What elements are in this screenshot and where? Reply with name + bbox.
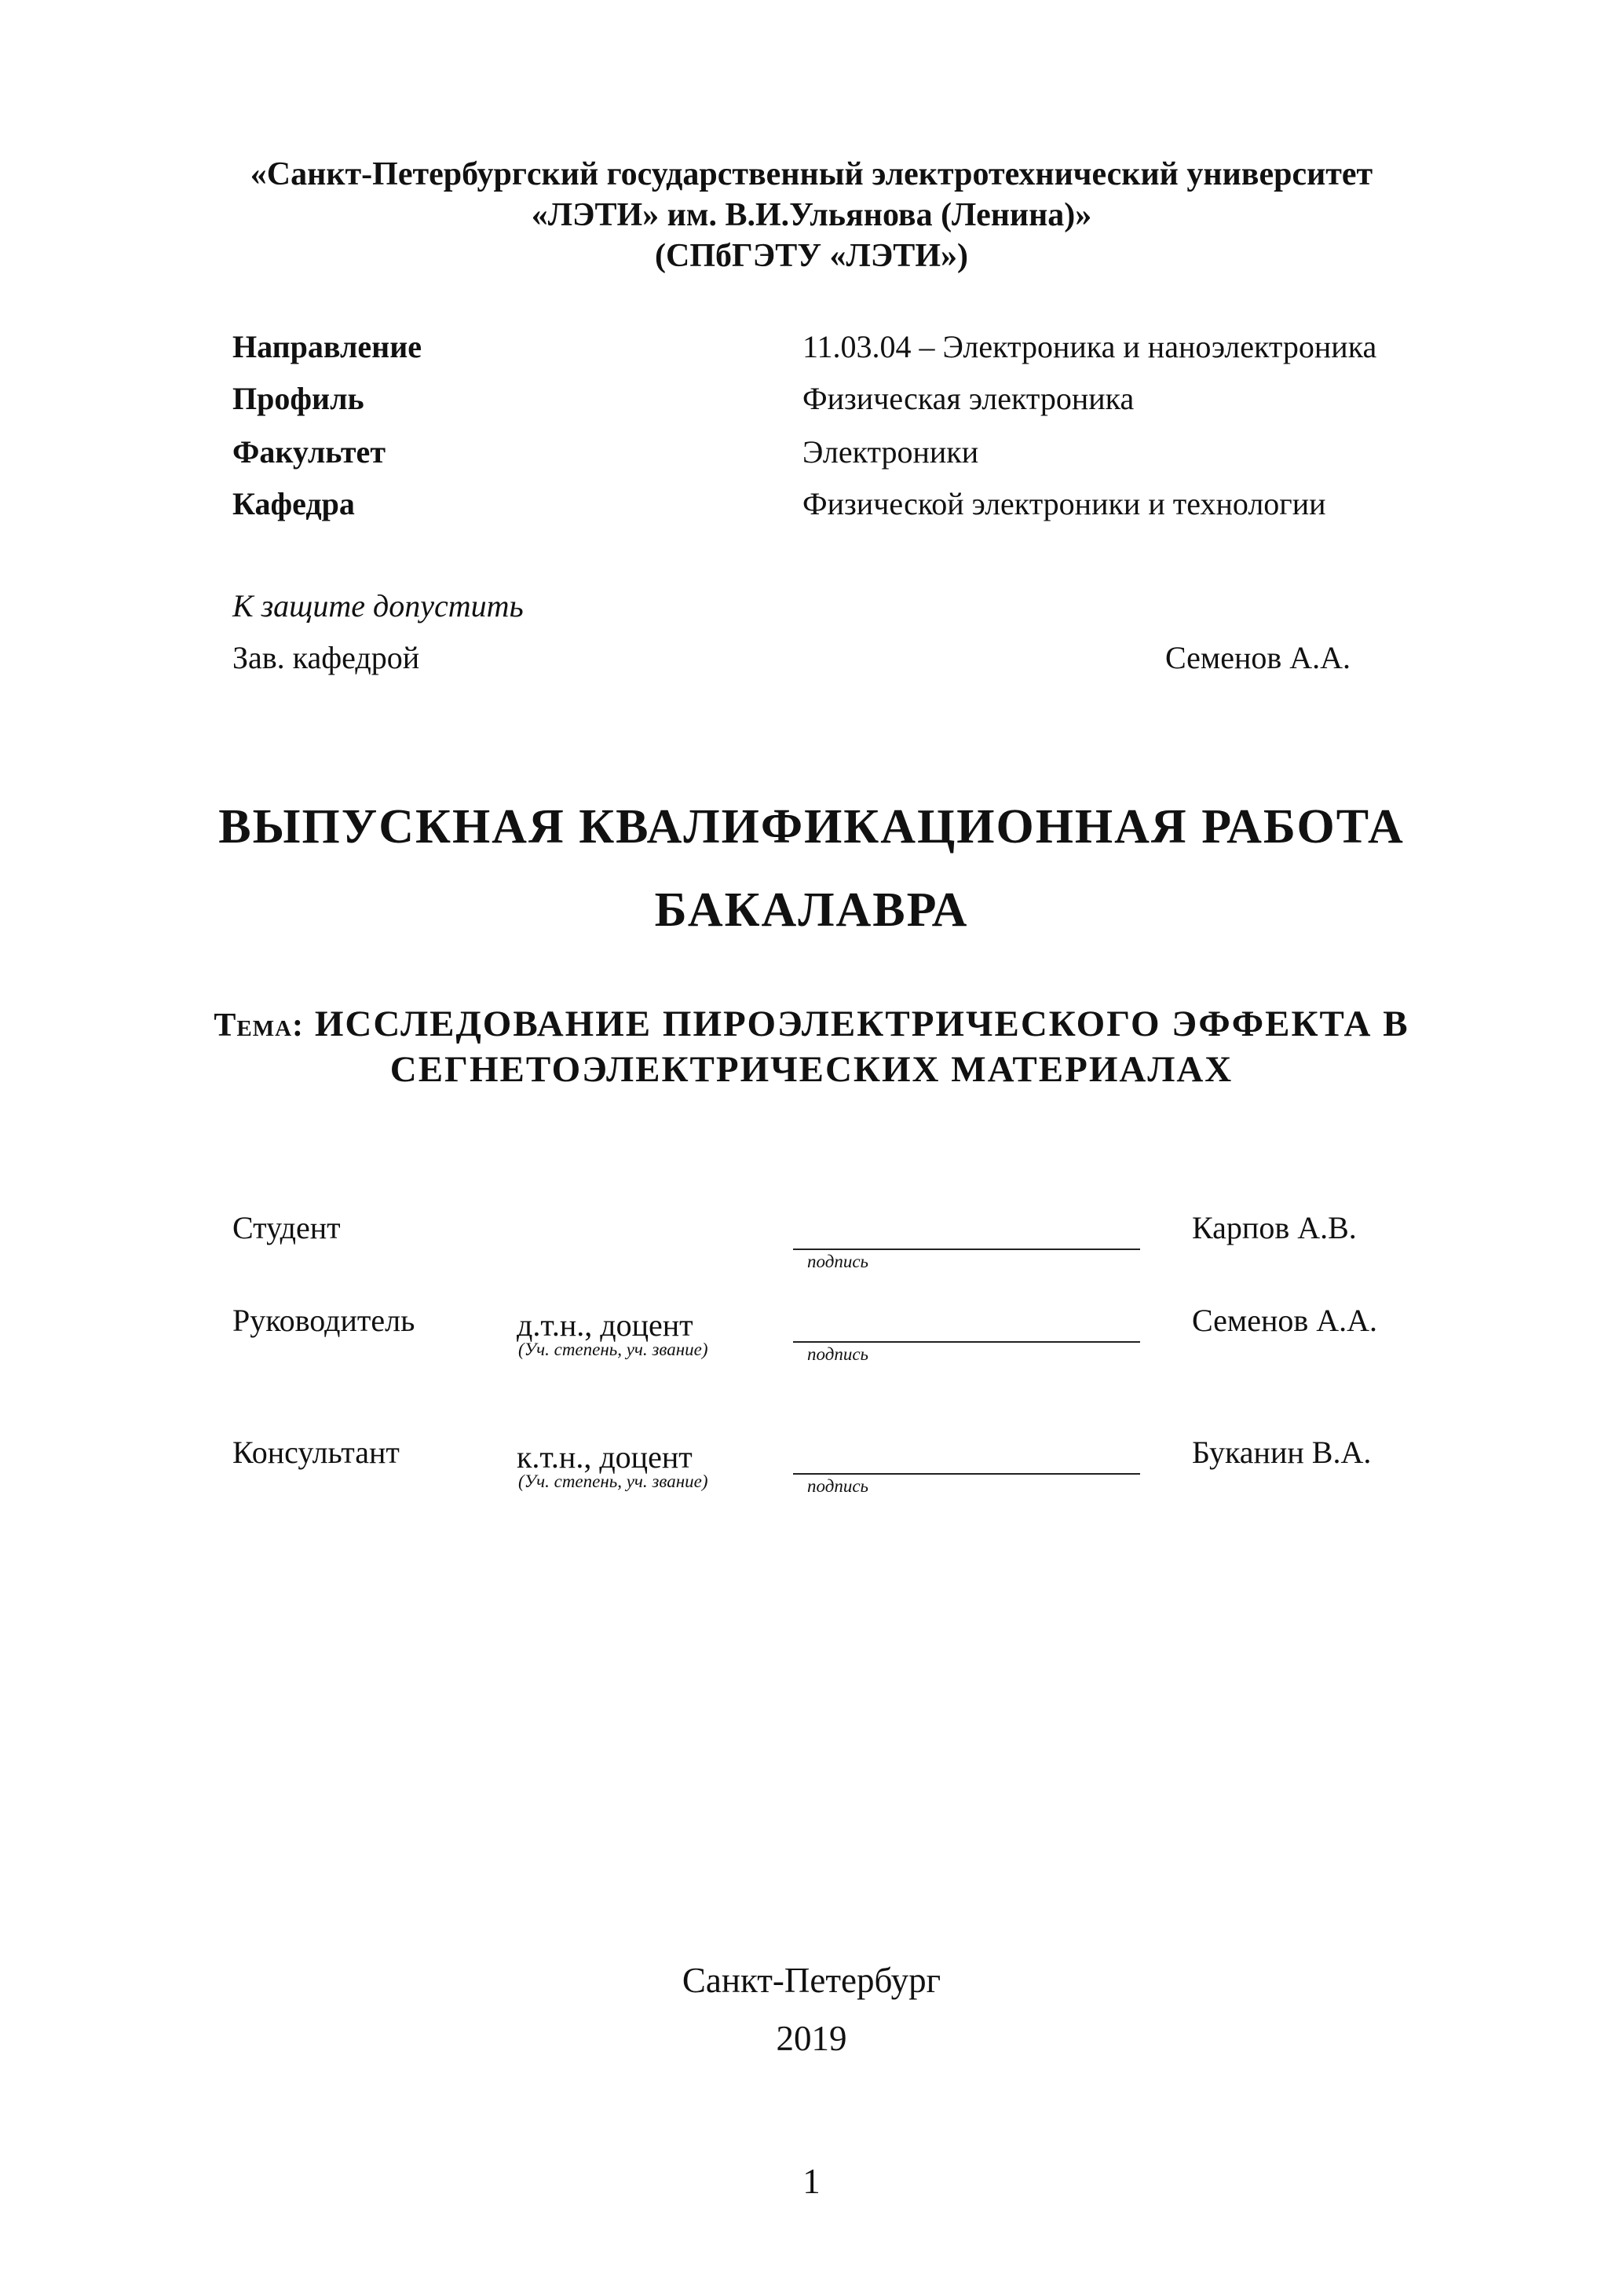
approval-name: Семенов А.А. (1165, 640, 1351, 675)
field-label-faculty: Факультет (232, 434, 386, 470)
field-label-direction: Направление (232, 329, 422, 364)
field-value-direction: 11.03.04 – Электроника и наноэлектроника (802, 329, 1377, 364)
university-line-1: «Санкт-Петербургский государственный электротехнический университет (250, 156, 1373, 192)
signature-degree-supervisor: д.т.н., доцент (517, 1307, 693, 1343)
thesis-title-line-2: БАКАЛАВРА (654, 883, 969, 937)
signature-hint-consultant: подпись (807, 1476, 869, 1496)
signature-line-consultant (793, 1473, 1140, 1475)
signature-role-student: Студент (232, 1210, 341, 1245)
signature-line-supervisor (793, 1341, 1140, 1343)
signature-hint-student: подпись (807, 1252, 869, 1271)
field-value-faculty: Электроники (802, 434, 979, 470)
footer-year: 2019 (776, 2019, 847, 2058)
topic-line-2: СЕГНЕТОЭЛЕКТРИЧЕСКИХ МАТЕРИАЛАХ (389, 1049, 1234, 1090)
field-label-profile: Профиль (232, 381, 364, 416)
signature-degree-hint-supervisor: (Уч. степень, уч. звание) (518, 1340, 708, 1359)
signature-role-consultant: Консультант (232, 1435, 400, 1470)
topic-text-1: ИССЛЕДОВАНИЕ ПИРОЭЛЕКТРИЧЕСКОГО ЭФФЕКТА В (314, 1004, 1409, 1044)
signature-degree-hint-consultant: (Уч. степень, уч. звание) (518, 1472, 708, 1491)
field-value-profile: Физическая электроника (802, 381, 1135, 416)
signature-name-supervisor: Семенов А.А. (1192, 1303, 1378, 1338)
approval-caption: К защите допустить (232, 588, 524, 623)
signature-degree-consultant: к.т.н., доцент (517, 1439, 693, 1475)
field-label-department: Кафедра (232, 486, 355, 521)
signature-line-student (793, 1249, 1140, 1250)
topic-label: Тема: (214, 1007, 305, 1044)
topic-line-1 (0, 1002, 1623, 1047)
signature-hint-supervisor: подпись (807, 1344, 869, 1364)
university-line-2: «ЛЭТИ» им. В.И.Ульянова (Ленина)» (531, 197, 1092, 233)
page-number: 1 (802, 2162, 821, 2201)
signature-name-student: Карпов А.В. (1192, 1210, 1357, 1245)
thesis-title-line-1: ВЫПУСКНАЯ КВАЛИФИКАЦИОННАЯ РАБОТА (218, 800, 1405, 854)
footer-city: Санкт-Петербург (682, 1961, 941, 2000)
signature-role-supervisor: Руководитель (232, 1303, 415, 1338)
signature-name-consultant: Буканин В.А. (1192, 1435, 1372, 1470)
field-value-department: Физической электроники и технологии (802, 486, 1326, 521)
approval-role: Зав. кафедрой (232, 640, 420, 675)
university-line-3: (СПбГЭТУ «ЛЭТИ») (655, 238, 968, 274)
